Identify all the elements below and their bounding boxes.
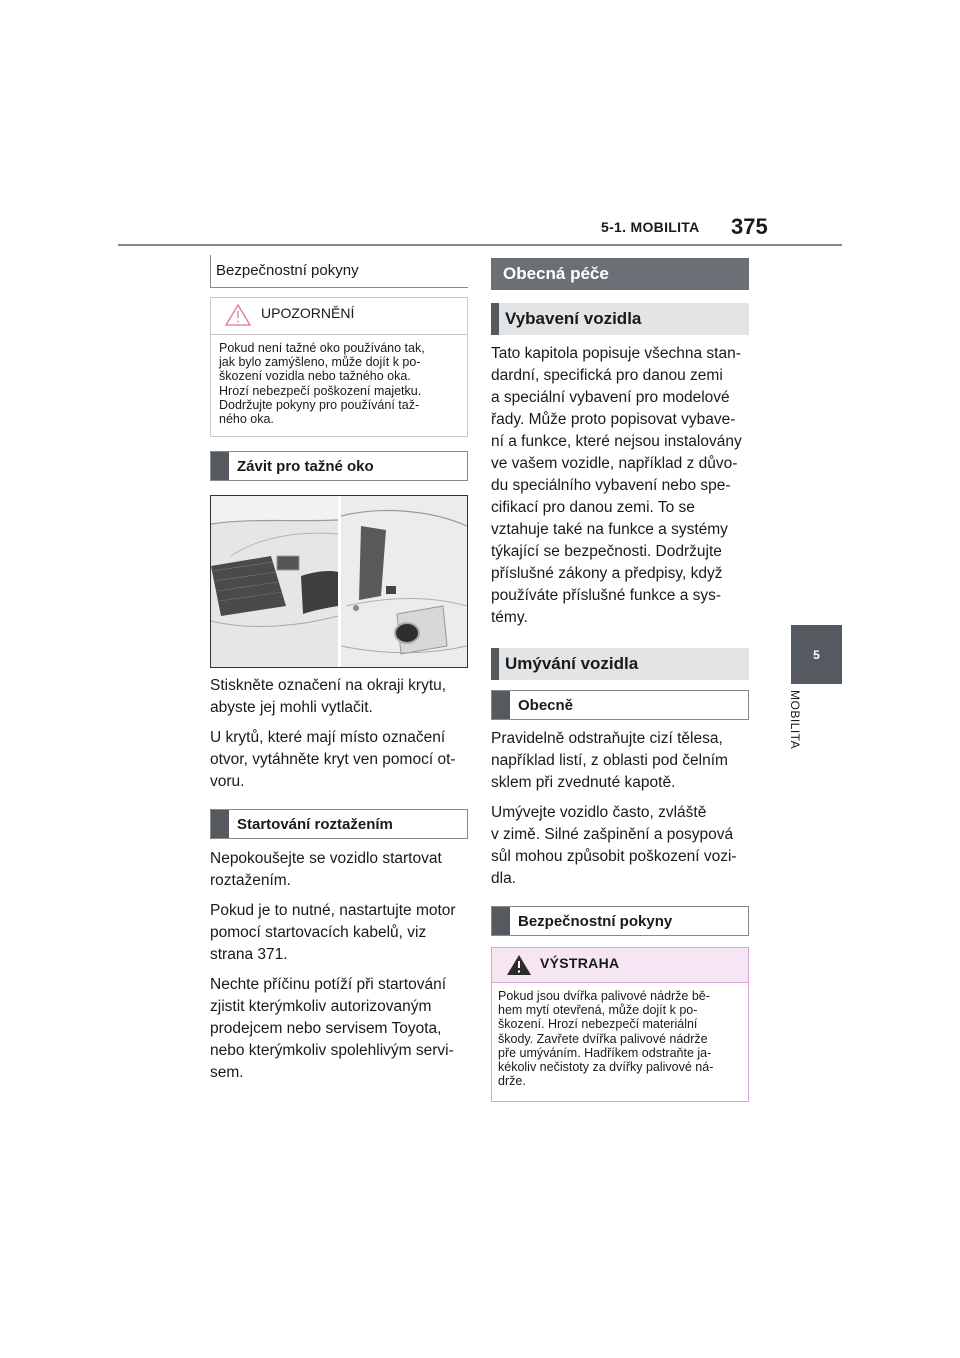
text-line: týkající se bezpečnosti. Dodržujte (491, 543, 722, 560)
text-line: nebo kterýmkoliv spolehlivým servi- (210, 1042, 454, 1059)
text-line: příslušné zákony a předpisy, když (491, 565, 723, 582)
text-line: v zimě. Silné zašpinění a posypová (491, 826, 734, 843)
text-line: kékoliv nečistoty za dvířky palivové ná- (498, 1060, 714, 1075)
text-line: drže. (498, 1074, 526, 1089)
text-line: prodejcem nebo servisem Toyota, (210, 1020, 442, 1037)
text-line: řady. Může proto popisovat vybave- (491, 411, 736, 428)
caution-text (211, 335, 467, 432)
subheading-bar (491, 648, 499, 680)
caution-triangle-icon (225, 303, 251, 327)
warning-triangle-icon (506, 953, 532, 977)
section-bar (211, 810, 229, 838)
section-general-title: Obecně (518, 697, 574, 714)
caution-box (210, 297, 468, 437)
section-thread (210, 451, 468, 481)
section-safety-right-title: Bezpečnostní pokyny (518, 913, 673, 930)
text-line: ve vašem vozidle, například z důvo- (491, 455, 738, 472)
text-line: Pokud jsou dvířka palivové nádrže bě- (498, 989, 710, 1003)
text-line: škození. Hrozí nebezpečí materiální (498, 1017, 698, 1032)
page-number: 375 (731, 214, 768, 239)
text-line: Nechte příčinu potíží při startování (210, 976, 447, 993)
section-bar (211, 452, 229, 480)
paragraph (210, 675, 472, 719)
caution-header (211, 298, 467, 335)
text-line: Dodržujte pokyny pro používání taž- (219, 397, 420, 412)
text-line: zjistit kterýmkoliv autorizovaným (210, 998, 432, 1015)
section-jump-start-title: Startování roztažením (237, 816, 393, 833)
text-line: sem. (210, 1064, 244, 1081)
text-line: pře umýváním. Hadříkem odstraňte ja- (498, 1045, 712, 1060)
paragraph (210, 974, 472, 1084)
section-general (491, 690, 749, 720)
paragraph (210, 848, 472, 892)
equipment-body (491, 343, 759, 629)
subheading-equipment-title: Vybavení vozidla (505, 309, 642, 328)
chapter-number: 5 (813, 647, 820, 662)
paragraph (491, 802, 759, 890)
text-line: abyste jej mohli vytlačit. (210, 699, 373, 716)
text-line: strana 371. (210, 946, 288, 963)
section-bar (492, 907, 510, 935)
text-line: voru. (210, 773, 245, 790)
heading-left-rule (210, 255, 211, 288)
main-heading-title: Obecná péče (503, 264, 609, 283)
text-line: ní a funkce, které nejsou instalovány (491, 433, 742, 450)
subheading-washing (491, 648, 749, 680)
subheading-washing-title: Umývání vozidla (505, 654, 639, 673)
text-line: U krytů, které mají místo označení (210, 729, 446, 746)
paragraph (491, 728, 759, 794)
warning-header (492, 948, 748, 983)
section-safety-right (491, 906, 749, 936)
text-line: cifikací pro danou zemi. To se (491, 499, 695, 516)
text-line: roztažením. (210, 872, 291, 889)
text-line: jak bylo zamýšleno, může dojít k po- (219, 355, 421, 370)
section-title: 5-1. MOBILITA (601, 219, 700, 235)
warning-text (492, 983, 748, 1094)
text-line: témy. (491, 609, 528, 626)
paragraph (210, 900, 472, 966)
text-line: sůl mohou způsobit poškození vozi- (491, 848, 737, 865)
warning-title: VÝSTRAHA (540, 955, 620, 971)
text-line: Hrozí nebezpečí poškození majetku. (219, 383, 422, 398)
warning-box (491, 947, 749, 1102)
section-bar (492, 691, 510, 719)
text-line: škození vozidla nebo tažného oka. (219, 369, 411, 384)
text-line: du speciálního vybavení nebo spe- (491, 477, 731, 494)
header-rule (118, 244, 842, 246)
heading-rule (210, 287, 468, 288)
subheading-equipment (491, 303, 749, 335)
text-line: Pravidelně odstraňujte cizí tělesa, (491, 730, 723, 747)
text-line: a speciální vybavení pro modelové (491, 389, 730, 406)
text-line: vztahuje také na funkce a systémy (491, 521, 728, 538)
main-heading (491, 258, 749, 290)
caution-title: UPOZORNĚNÍ (261, 305, 355, 321)
text-line: Umývejte vozidlo často, zvláště (491, 804, 707, 821)
bumper-illustration (211, 496, 467, 667)
chapter-tab (791, 625, 842, 684)
text-line: hem mytí otevřená, může dojít k po- (498, 1003, 698, 1018)
text-line: Stiskněte označení na okraji krytu, (210, 677, 447, 694)
text-line: pomocí startovacích kabelů, viz (210, 924, 427, 941)
general-body (491, 728, 759, 898)
text-line: sklem při zvednuté kapotě. (491, 774, 676, 791)
text-line: ného oka. (219, 412, 274, 427)
text-line: Pokud je to nutné, nastartujte motor (210, 902, 456, 919)
text-line: Tato kapitola popisuje všechna stan- (491, 345, 741, 362)
safety-heading-left: Bezpečnostní pokyny (216, 262, 359, 279)
text-line: otvor, vytáhněte kryt ven pomocí ot- (210, 751, 456, 768)
text-line: používáte příslušné funkce a sys- (491, 587, 722, 604)
thread-body (210, 675, 472, 801)
text-line: dla. (491, 870, 516, 887)
chapter-label: MOBILITA (788, 690, 802, 750)
text-line: například listí, z oblasti pod čelním (491, 752, 728, 769)
paragraph (210, 727, 472, 793)
section-thread-title: Závit pro tažné oko (237, 458, 374, 475)
section-jump-start (210, 809, 468, 839)
text-line: Nepokoušejte se vozidlo startovat (210, 850, 442, 867)
text-line: dardní, specifická pro danou zemi (491, 367, 723, 384)
text-line: Pokud není tažné oko používáno tak, (219, 341, 425, 355)
subheading-bar (491, 303, 499, 335)
tow-hook-cover-image (210, 495, 468, 668)
text-line: škody. Zavřete dvířka palivové nádrže (498, 1031, 708, 1046)
jump-start-body (210, 848, 472, 1092)
